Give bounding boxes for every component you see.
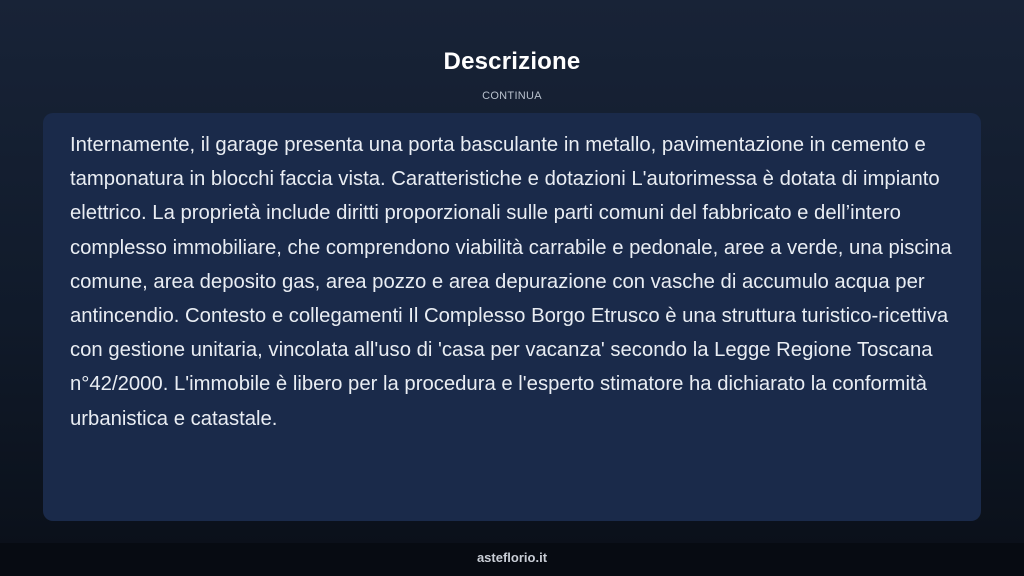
page-title: Descrizione: [443, 48, 581, 75]
description-card: [43, 113, 981, 521]
footer-bar: [0, 543, 1024, 576]
page-subtitle: CONTINUA: [482, 90, 542, 102]
footer-site-link[interactable]: asteflorio.it: [476, 550, 548, 565]
description-text: Internamente, il garage presenta una porta basculante in metallo, pavimentazione in cemento e tamponatura in blocchi faccia vista. Caratteristiche e dotazioni L'autorimessa è dotata di impianto elettrico. La proprietà include diritti proporzionali sulle parti comuni del fabbricato e dell’intero complesso immobiliare, che comprendono viabilità carrabile e pedonale, aree a verde, una piscina comune, area deposito gas, area pozzo e area depurazione con vasche di accumulo acqua per antincendio. Contesto e collegamenti Il Complesso Borgo Etrusco è una struttura turistico-ricettiva con gestione unitaria, vincolata all'uso di 'casa per vacanza' secondo la Legge Regione Toscana n°42/2000. L'immobile è libero per la procedura e l'esperto stimatore ha dichiarato la conformità urbanistica e catastale.: [70, 134, 952, 430]
